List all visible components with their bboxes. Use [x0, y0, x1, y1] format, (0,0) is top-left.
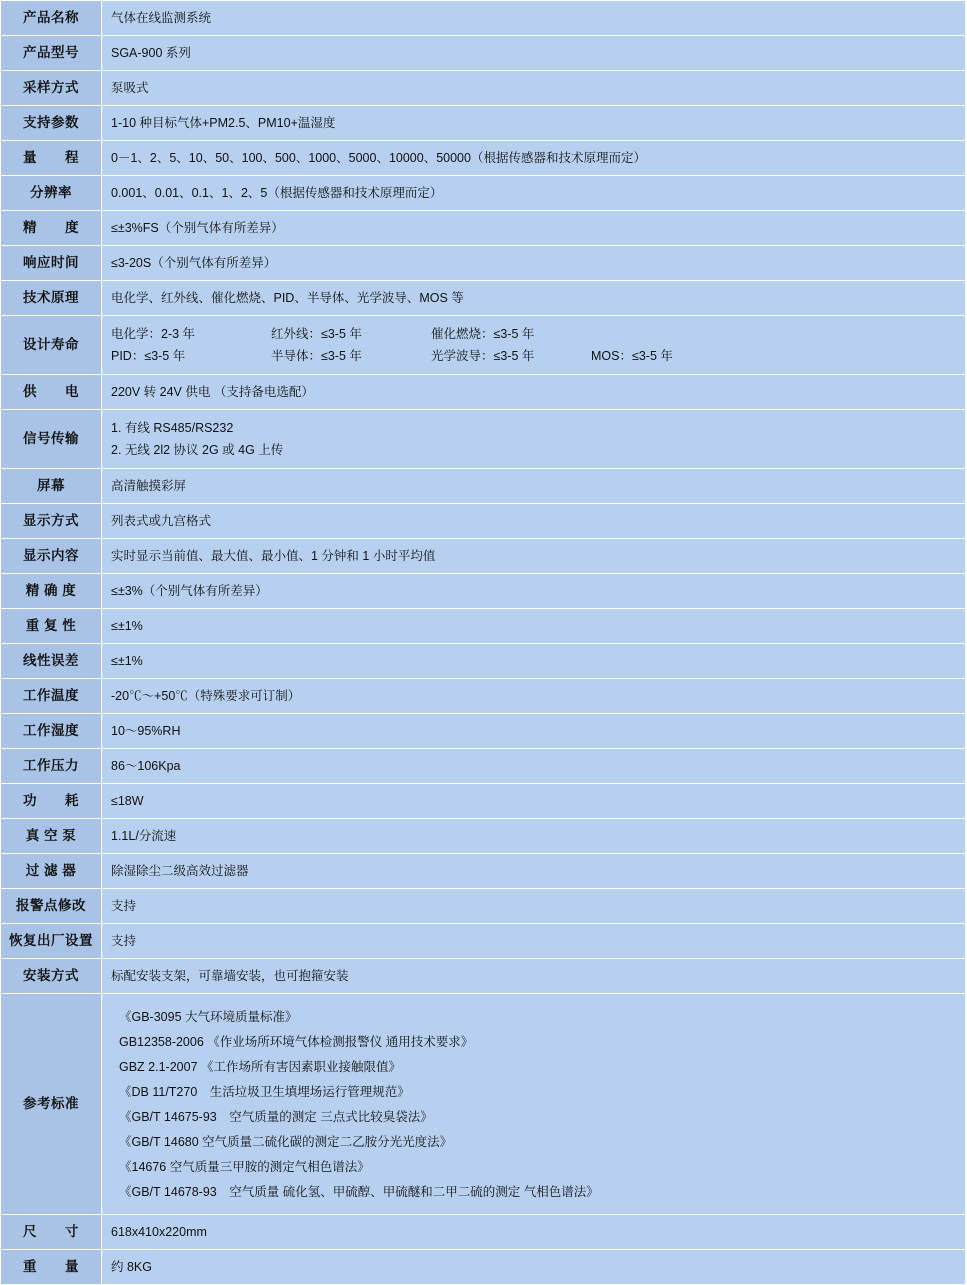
row-label-dimensions: 尺 寸	[1, 1215, 102, 1250]
row-value-power-consumption: ≤18W	[102, 784, 966, 819]
table-row	[1, 410, 966, 469]
row-value-product-name: 气体在线监测系统	[102, 1, 966, 36]
row-label-linearity-error: 线性误差	[1, 644, 102, 679]
table-row	[1, 959, 966, 994]
row-label-working-humidity: 工作湿度	[1, 714, 102, 749]
row-value-repeatability: ≤±1%	[102, 609, 966, 644]
reference-standard-line: GB12358-2006 《作业场所环境气体检测报警仪 通用技术要求》	[119, 1034, 474, 1049]
table-row	[1, 211, 966, 246]
row-label-installation-method: 安装方式	[1, 959, 102, 994]
row-label-working-pressure: 工作压力	[1, 749, 102, 784]
table-row	[1, 889, 966, 924]
reference-standard-line: 《GB/T 14680 空气质量二硫化碳的测定二乙胺分光光度法》	[119, 1134, 453, 1149]
row-label-accuracy: 精 度	[1, 211, 102, 246]
table-row	[1, 246, 966, 281]
row-value-weight: 约 8KG	[102, 1250, 966, 1285]
table-row	[1, 574, 966, 609]
row-value-working-pressure: 86～106Kpa	[102, 749, 966, 784]
reference-standard-line: 《GB/T 14678-93 空气质量 硫化氢、甲硫醇、甲硫醚和二甲二硫的测定 气相色谱法》	[119, 1184, 599, 1199]
table-row	[1, 106, 966, 141]
table-row	[1, 749, 966, 784]
table-row	[1, 679, 966, 714]
row-value-linearity-error: ≤±1%	[102, 644, 966, 679]
table-row	[1, 141, 966, 176]
row-label-alarm-point-modification: 报警点修改	[1, 889, 102, 924]
table-row	[1, 924, 966, 959]
design-life-row	[111, 345, 957, 367]
row-value-signal-transmission	[102, 410, 966, 469]
row-label-filter: 过 滤 器	[1, 854, 102, 889]
row-value-reference-standards	[102, 994, 966, 1215]
reference-standard-line: GBZ 2.1-2007 《工作场所有害因素职业接触限值》	[119, 1059, 401, 1074]
reference-standard-line: 《GB/T 14675-93 空气质量的测定 三点式比较臭袋法》	[119, 1109, 433, 1124]
row-value-screen: 高清触摸彩屏	[102, 469, 966, 504]
reference-standard-line: 《GB-3095 大气环境质量标准》	[119, 1009, 298, 1024]
row-value-installation-method: 标配安装支架，可靠墙安装，也可抱箍安装	[102, 959, 966, 994]
row-value-filter: 除湿除尘二级高效过滤器	[102, 854, 966, 889]
design-life-cell: PID：≤3-5 年	[111, 349, 186, 363]
table-row	[1, 714, 966, 749]
row-label-vacuum-pump: 真 空 泵	[1, 819, 102, 854]
table-row	[1, 1, 966, 36]
row-label-product-model: 产品型号	[1, 36, 102, 71]
design-life-cell: 电化学：2-3 年	[111, 327, 196, 341]
design-life-cell: MOS：≤3-5 年	[591, 349, 673, 363]
row-value-supported-parameters: 1-10 种目标气体+PM2.5、PM10+温湿度	[102, 106, 966, 141]
design-life-cell: 红外线：≤3-5 年	[271, 327, 362, 341]
signal-transmission-line: 1. 有线 RS485/RS232	[111, 421, 234, 435]
row-value-product-model: SGA-900 系列	[102, 36, 966, 71]
row-label-design-life: 设计寿命	[1, 316, 102, 375]
row-value-response-time: ≤3-20S（个别气体有所差异）	[102, 246, 966, 281]
row-label-sampling-method: 采样方式	[1, 71, 102, 106]
design-life-cell: 光学波导：≤3-5 年	[431, 349, 535, 363]
row-value-accuracy: ≤±3%FS（个别气体有所差异）	[102, 211, 966, 246]
table-row	[1, 71, 966, 106]
table-row	[1, 1250, 966, 1285]
table-row	[1, 819, 966, 854]
row-label-precision: 精 确 度	[1, 574, 102, 609]
row-label-power-consumption: 功 耗	[1, 784, 102, 819]
reference-standard-line: 《14676 空气质量三甲胺的测定气相色谱法》	[119, 1159, 370, 1174]
table-row	[1, 784, 966, 819]
design-life-grid	[111, 323, 957, 367]
reference-standard-line: 《DB 11/T270 生活垃圾卫生填埋场运行管理规范》	[119, 1084, 410, 1099]
row-label-repeatability: 重 复 性	[1, 609, 102, 644]
row-value-range: 0－1、2、5、10、50、100、500、1000、5000、10000、50000（根据传感器和技术原理而定）	[102, 141, 966, 176]
row-value-technical-principle: 电化学、红外线、催化燃烧、PID、半导体、光学波导、MOS 等	[102, 281, 966, 316]
design-life-cell	[591, 324, 751, 344]
row-value-working-humidity: 10～95%RH	[102, 714, 966, 749]
row-value-dimensions: 618x410x220mm	[102, 1215, 966, 1250]
row-label-power-supply: 供 电	[1, 375, 102, 410]
row-label-display-mode: 显示方式	[1, 504, 102, 539]
row-value-factory-reset: 支持	[102, 924, 966, 959]
table-row	[1, 375, 966, 410]
row-label-range: 量 程	[1, 141, 102, 176]
row-label-product-name: 产品名称	[1, 1, 102, 36]
table-row	[1, 36, 966, 71]
table-row	[1, 539, 966, 574]
row-label-weight: 重 量	[1, 1250, 102, 1285]
row-label-supported-parameters: 支持参数	[1, 106, 102, 141]
row-label-response-time: 响应时间	[1, 246, 102, 281]
row-label-reference-standards: 参考标准	[1, 994, 102, 1215]
row-label-working-temperature: 工作温度	[1, 679, 102, 714]
row-value-precision: ≤±3%（个别气体有所差异）	[102, 574, 966, 609]
design-life-row	[111, 323, 957, 345]
spec-table-body	[1, 1, 966, 1285]
row-value-working-temperature: -20℃～+50℃（特殊要求可订制）	[102, 679, 966, 714]
row-value-display-content: 实时显示当前值、最大值、最小值、1 分钟和 1 小时平均值	[102, 539, 966, 574]
row-label-factory-reset: 恢复出厂设置	[1, 924, 102, 959]
signal-transmission-line: 2. 无线 2l2 协议 2G 或 4G 上传	[111, 443, 284, 457]
table-row	[1, 469, 966, 504]
row-value-display-mode: 列表式或九宫格式	[102, 504, 966, 539]
design-life-cell: 催化燃烧：≤3-5 年	[431, 327, 535, 341]
table-row	[1, 316, 966, 375]
table-row	[1, 1215, 966, 1250]
row-value-power-supply: 220V 转 24V 供电 （支持备电选配）	[102, 375, 966, 410]
table-row	[1, 504, 966, 539]
row-value-vacuum-pump: 1.1L/分流速	[102, 819, 966, 854]
row-label-display-content: 显示内容	[1, 539, 102, 574]
table-row	[1, 176, 966, 211]
table-row	[1, 994, 966, 1215]
row-label-technical-principle: 技术原理	[1, 281, 102, 316]
row-value-alarm-point-modification: 支持	[102, 889, 966, 924]
table-row	[1, 644, 966, 679]
row-value-resolution: 0.001、0.01、0.1、1、2、5（根据传感器和技术原理而定）	[102, 176, 966, 211]
table-row	[1, 281, 966, 316]
row-label-signal-transmission: 信号传输	[1, 410, 102, 469]
row-label-resolution: 分辨率	[1, 176, 102, 211]
design-life-cell: 半导体：≤3-5 年	[271, 349, 362, 363]
row-value-sampling-method: 泵吸式	[102, 71, 966, 106]
table-row	[1, 609, 966, 644]
row-value-design-life	[102, 316, 966, 375]
table-row	[1, 854, 966, 889]
row-label-screen: 屏幕	[1, 469, 102, 504]
